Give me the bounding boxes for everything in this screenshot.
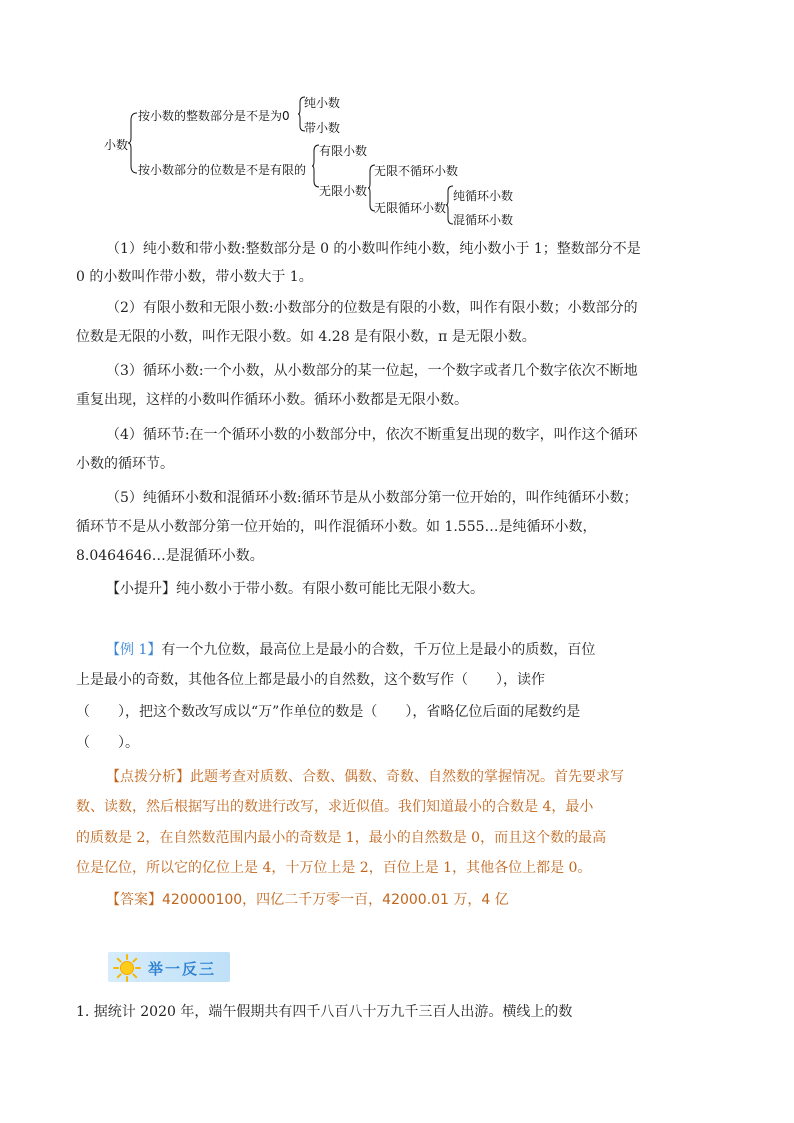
node-repeating: 无限循环小数	[374, 201, 447, 215]
leaf-mixed-repeating: 混循环小数	[453, 213, 514, 227]
example-line1	[106, 640, 595, 660]
answer-tag: 【答案】	[106, 892, 162, 908]
example-line3: （ ），把这个数改写成以“万”作单位的数是（ ），省略亿位后面的尾数约是	[76, 704, 581, 720]
tree-root: 小数	[104, 138, 129, 152]
def4-line2: 小数的循环节。	[76, 456, 174, 472]
def4-line1: （4）循环节:在一个循环小数的小数部分中，依次不断重复出现的数字，叫作这个循环	[106, 427, 638, 443]
exercise-q1: 1. 据统计 2020 年，端午假期共有四千八百八十万九千三百人出游。横线上的数	[76, 1004, 573, 1020]
analysis-text1: 此题考查对质数、合数、偶数、奇数、自然数的掌握情况。首先要求写	[190, 769, 624, 785]
def1-line1: （1）纯小数和带小数:整数部分是 0 的小数叫作纯小数，纯小数小于 1；整数部分不是	[106, 241, 641, 257]
def5-line1: （5）纯循环小数和混循环小数:循环节是从小数部分第一位开始的，叫作纯循环小数；	[106, 490, 638, 506]
leaf-pure-decimal: 纯小数	[304, 96, 341, 110]
node-infinite-decimal: 无限小数	[319, 184, 368, 198]
root-brace	[128, 112, 138, 174]
sun-icon	[112, 953, 142, 983]
example-line4: （ ）。	[76, 735, 139, 751]
analysis-tag: 【点拨分析】	[106, 769, 190, 785]
analysis-line3: 的质数是 2，在自然数范围内最小的奇数是 1，最小的自然数是 0，而且这个数的最高	[76, 830, 607, 846]
example-tag: 【例 1】	[106, 642, 162, 658]
leaf-mixed-decimal: 带小数	[304, 121, 341, 135]
leaf-pure-repeating: 纯循环小数	[453, 189, 514, 203]
def3-line2: 重复出现，这样的小数叫作循环小数。循环小数都是无限小数。	[76, 392, 468, 408]
tip-line: 【小提升】纯小数小于带小数。有限小数可能比无限小数大。	[106, 581, 484, 597]
def3-line1: （3）循环小数:一个小数，从小数部分的某一位起，一个数字或者几个数字依次不断地	[106, 363, 638, 379]
leaf-non-repeating: 无限不循环小数	[374, 164, 459, 178]
def2-line1: （2）有限小数和无限小数:小数部分的位数是有限的小数，叫作有限小数；小数部分的	[106, 300, 638, 316]
def5-line2: 循环节不是从小数部分第一位开始的，叫作混循环小数。如 1.555…是纯循环小数，	[76, 519, 597, 535]
branch-integer-part: 按小数的整数部分是不是为0	[138, 109, 290, 123]
answer-text: 420000100，四亿二千万零一百，42000.01 万，4 亿	[162, 892, 509, 908]
def1-line2: 0 的小数叫作带小数，带小数大于 1。	[76, 269, 313, 285]
def2-line2: 位数是无限的小数，叫作无限小数。如 4.28 是有限小数，π 是无限小数。	[76, 329, 536, 345]
def5-line3: 8.0464646…是混循环小数。	[76, 548, 264, 564]
example-line2: 上是最小的奇数，其他各位上都是最小的自然数，这个数写作（ ），读作	[76, 672, 545, 688]
leaf-finite-decimal: 有限小数	[319, 144, 368, 158]
analysis-line4: 位是亿位，所以它的亿位上是 4，十万位上是 2，百位上是 1，其他各位上都是 0。	[76, 860, 592, 876]
example-text1: 有一个九位数，最高位上是最小的合数，千万位上是最小的质数，百位	[161, 642, 596, 658]
branch-decimal-digits: 按小数部分的位数是不是有限的	[138, 163, 307, 177]
analysis-line1	[106, 767, 624, 787]
section-title: 举一反三	[148, 960, 217, 978]
analysis-line2: 数、读数，然后根据写出的数进行改写，求近似值。我们知道最小的合数是 4，最小	[76, 799, 594, 815]
answer	[106, 890, 509, 910]
